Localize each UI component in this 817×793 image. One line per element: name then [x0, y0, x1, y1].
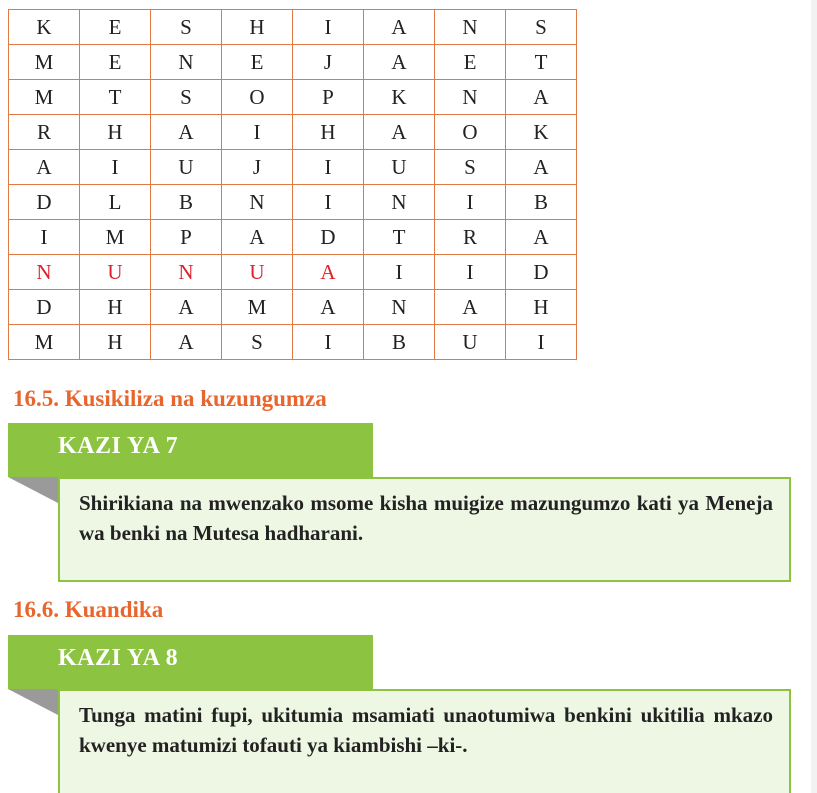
- grid-cell: N: [364, 185, 435, 220]
- grid-cell: H: [80, 325, 151, 360]
- grid-cell: E: [435, 45, 506, 80]
- grid-cell: I: [293, 325, 364, 360]
- grid-cell: A: [364, 45, 435, 80]
- grid-cell: I: [80, 150, 151, 185]
- task-header-7: [8, 423, 373, 477]
- grid-cell: H: [80, 290, 151, 325]
- grid-cell: R: [435, 220, 506, 255]
- grid-cell: K: [364, 80, 435, 115]
- fold-corner-icon: [8, 689, 58, 715]
- grid-cell: I: [435, 185, 506, 220]
- grid-cell: A: [9, 150, 80, 185]
- grid-cell: A: [435, 290, 506, 325]
- task-box-8: [58, 689, 791, 793]
- grid-cell: B: [506, 185, 577, 220]
- grid-cell: I: [506, 325, 577, 360]
- fold-corner-icon: [8, 477, 58, 503]
- grid-cell: I: [222, 115, 293, 150]
- grid-cell: H: [222, 10, 293, 45]
- grid-cell: I: [293, 10, 364, 45]
- grid-cell: A: [293, 290, 364, 325]
- grid-cell: A: [506, 80, 577, 115]
- grid-cell: M: [9, 325, 80, 360]
- grid-cell: D: [506, 255, 577, 290]
- grid-cell: S: [222, 325, 293, 360]
- task-box-7: [58, 477, 791, 582]
- grid-cell: R: [9, 115, 80, 150]
- page-edge: [811, 0, 817, 793]
- grid-cell: A: [151, 290, 222, 325]
- grid-cell: D: [293, 220, 364, 255]
- grid-cell: A: [222, 220, 293, 255]
- grid-cell: T: [506, 45, 577, 80]
- grid-row: [9, 10, 577, 45]
- section-heading-writing: 16.6. Kuandika: [13, 597, 164, 622]
- grid-row: [9, 325, 577, 360]
- grid-cell: P: [151, 220, 222, 255]
- grid-cell: L: [80, 185, 151, 220]
- grid-cell: D: [9, 290, 80, 325]
- grid-cell: J: [222, 150, 293, 185]
- grid-cell: P: [293, 80, 364, 115]
- grid-cell: E: [80, 45, 151, 80]
- grid-cell: N: [435, 10, 506, 45]
- grid-cell: A: [364, 115, 435, 150]
- grid-cell: N: [364, 290, 435, 325]
- grid-cell: B: [364, 325, 435, 360]
- grid-cell: O: [435, 115, 506, 150]
- grid-row: [9, 185, 577, 220]
- grid-cell: B: [151, 185, 222, 220]
- grid-cell: J: [293, 45, 364, 80]
- word-search-grid: [8, 9, 577, 360]
- grid-row: [9, 255, 577, 290]
- grid-cell: A: [293, 255, 364, 290]
- grid-row: [9, 115, 577, 150]
- grid-cell: T: [80, 80, 151, 115]
- grid-row: [9, 290, 577, 325]
- grid-cell: O: [222, 80, 293, 115]
- grid-cell: A: [506, 220, 577, 255]
- task-header-8: [8, 635, 373, 689]
- grid-cell: M: [9, 45, 80, 80]
- section-heading-listening: 16.5. Kusikiliza na kuzungumza: [13, 386, 327, 411]
- grid-cell: N: [151, 45, 222, 80]
- grid-cell: N: [151, 255, 222, 290]
- task-instruction-8: Tunga matini fupi, ukitumia msamiati unaotumiwa benkini ukitilia mkazo kwenye matumizi tofauti ya kiambishi –ki-.: [79, 703, 773, 757]
- grid-cell: A: [364, 10, 435, 45]
- grid-row: [9, 45, 577, 80]
- grid-cell: N: [222, 185, 293, 220]
- grid-cell: U: [364, 150, 435, 185]
- task-label-8: KAZI YA 8: [58, 645, 179, 671]
- grid-cell: D: [9, 185, 80, 220]
- grid-cell: E: [80, 10, 151, 45]
- grid-cell: U: [151, 150, 222, 185]
- grid-cell: K: [9, 10, 80, 45]
- grid-row: [9, 80, 577, 115]
- grid-cell: T: [364, 220, 435, 255]
- grid-cell: K: [506, 115, 577, 150]
- grid-cell: I: [364, 255, 435, 290]
- grid-cell: H: [506, 290, 577, 325]
- grid-cell: M: [9, 80, 80, 115]
- grid-cell: U: [80, 255, 151, 290]
- grid-cell: S: [151, 10, 222, 45]
- grid-cell: A: [151, 325, 222, 360]
- grid-cell: N: [435, 80, 506, 115]
- grid-cell: M: [80, 220, 151, 255]
- grid-cell: A: [151, 115, 222, 150]
- grid-cell: H: [80, 115, 151, 150]
- grid-cell: N: [9, 255, 80, 290]
- grid-cell: E: [222, 45, 293, 80]
- grid-cell: I: [435, 255, 506, 290]
- grid-cell: U: [435, 325, 506, 360]
- grid-cell: I: [293, 185, 364, 220]
- grid-cell: M: [222, 290, 293, 325]
- grid-cell: I: [9, 220, 80, 255]
- grid-cell: U: [222, 255, 293, 290]
- grid-row: [9, 220, 577, 255]
- task-label-7: KAZI YA 7: [58, 433, 179, 459]
- task-instruction-7: Shirikiana na mwenzako msome kisha muigize mazungumzo kati ya Meneja wa benki na Mutesa hadharani.: [79, 491, 773, 545]
- grid-cell: H: [293, 115, 364, 150]
- grid-row: [9, 150, 577, 185]
- grid-cell: S: [151, 80, 222, 115]
- grid-cell: S: [506, 10, 577, 45]
- grid-cell: S: [435, 150, 506, 185]
- grid-cell: A: [506, 150, 577, 185]
- grid-cell: I: [293, 150, 364, 185]
